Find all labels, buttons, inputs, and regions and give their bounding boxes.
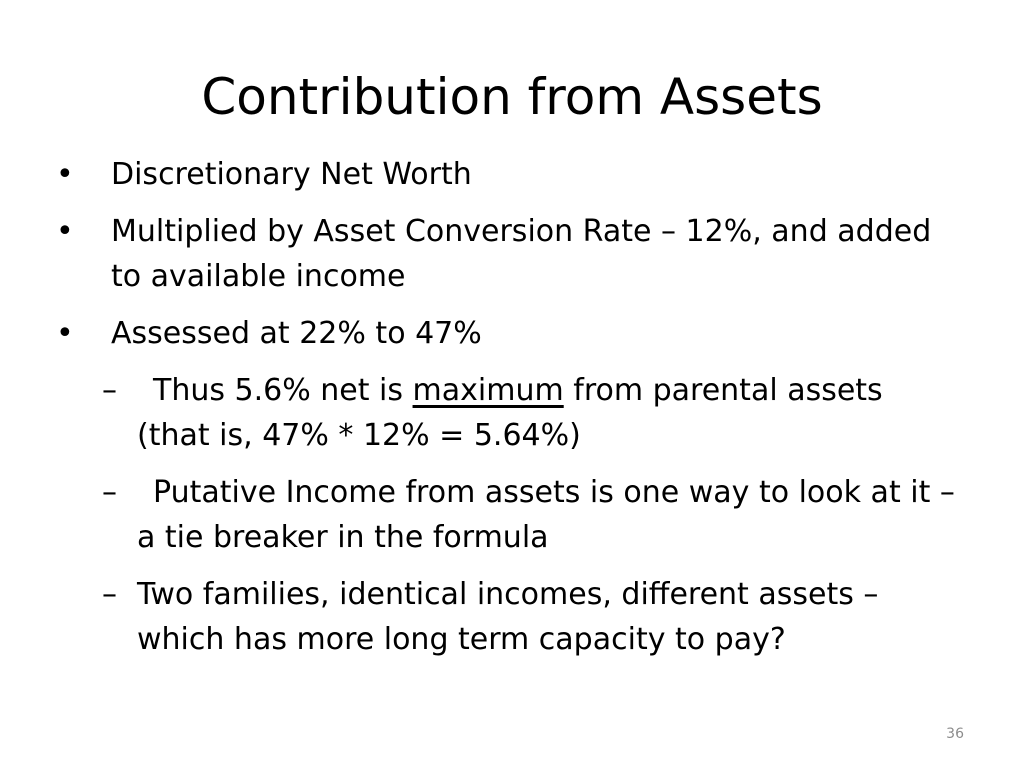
sub-bullet-marker: – xyxy=(102,373,117,408)
sub-bullet-text-before: Thus 5.6% net is xyxy=(153,373,413,408)
bullet-text: Multiplied by Asset Conversion Rate – 12%, and added to available income xyxy=(111,214,932,294)
sub-bullet-marker: – xyxy=(102,577,117,612)
bullet-marker: • xyxy=(56,214,74,249)
slide-title: Contribution from Assets xyxy=(201,68,823,126)
slide-content xyxy=(0,152,1024,674)
bullet-item xyxy=(0,311,1024,356)
sub-bullet-text: Two families, identical incomes, different assets – which has more long term capacity to pay? xyxy=(137,577,879,657)
bullet-text: Assessed at 22% to 47% xyxy=(111,316,482,351)
bullet-item xyxy=(0,152,1024,197)
bullet-marker: • xyxy=(56,157,74,192)
sub-bullet-emphasis: maximum xyxy=(412,373,564,408)
sub-bullet-item xyxy=(0,368,1024,458)
bullet-marker: • xyxy=(56,316,74,351)
bullet-text: Discretionary Net Worth xyxy=(111,157,472,192)
sub-bullet-text: Putative Income from assets is one way to look at it – a tie breaker in the formula xyxy=(137,475,955,555)
sub-bullet-item xyxy=(0,572,1024,662)
page-number: 36 xyxy=(946,726,964,742)
bullet-item xyxy=(0,209,1024,299)
sub-bullet-marker: – xyxy=(102,475,117,510)
sub-bullet-item xyxy=(0,470,1024,560)
sub-bullet-text-after: from parental assets (that is, 47% * 12% = 5.64%) xyxy=(137,373,883,453)
